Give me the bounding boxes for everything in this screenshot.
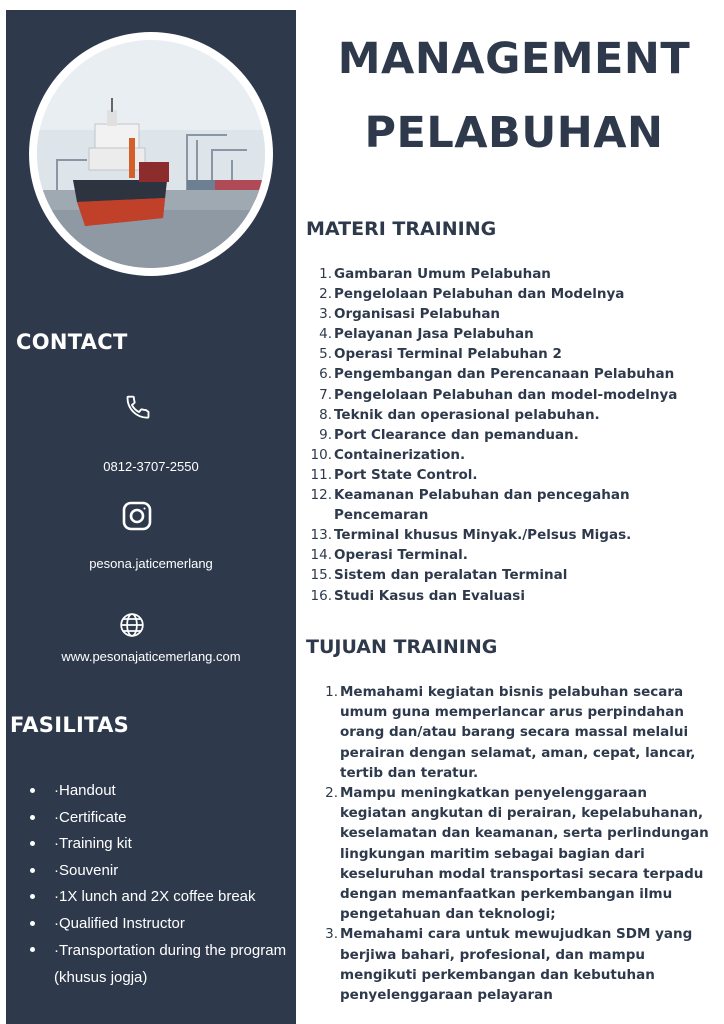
page-title-line1: MANAGEMENT bbox=[337, 34, 691, 84]
list-item: ·Certificate bbox=[28, 805, 288, 832]
list-item: 16. Studi Kasus dan Evaluasi bbox=[310, 587, 525, 604]
list-item: 5. Operasi Terminal Pelabuhan 2 bbox=[319, 346, 562, 363]
page-title-line2: PELABUHAN bbox=[364, 108, 664, 158]
list-item: ·Handout bbox=[28, 778, 288, 805]
website-url[interactable]: www.pesonajaticemerlang.com bbox=[61, 649, 241, 664]
tujuan-list bbox=[306, 682, 710, 1005]
list-item: 2. Mampu meningkatkan penyelenggaraan kegiatan angkutan di perairan, kepelabuhanan, keselamatan dan keamanan, serta perlindungan lingkungan maritim sebagai bagian dari keseluruhan modal transportasi secara terpadu dengan memanfaatkan perkembangan ilmu pengetahuan dan teknologi; bbox=[325, 785, 709, 923]
globe-icon bbox=[119, 612, 145, 642]
list-item: ·Souvenir bbox=[28, 858, 288, 885]
list-item: 13. Terminal khusus Minyak./Pelsus Migas. bbox=[310, 527, 632, 544]
list-item: 2. Pengelolaan Pelabuhan dan Modelnya bbox=[319, 286, 625, 303]
list-item: 7. Pengelolaan Pelabuhan dan model-modelnya bbox=[319, 386, 678, 403]
phone-number[interactable]: 0812-3707-2550 bbox=[103, 459, 199, 474]
list-item: 1. Memahami kegiatan bisnis pelabuhan secara umum guna memperlancar arus perpindahan orang dan/atau barang secara massal melalui perairan dengan selamat, aman, cepat, lancar, tertib dan teratur. bbox=[325, 684, 696, 781]
list-item: 15. Sistem dan peralatan Terminal bbox=[310, 567, 568, 584]
list-item: 14. Operasi Terminal. bbox=[310, 547, 468, 564]
list-item: ·Transportation during the program (khusus jogja) bbox=[28, 937, 288, 991]
tujuan-heading: TUJUAN TRAINING bbox=[306, 636, 498, 658]
contact-heading: CONTACT bbox=[16, 330, 128, 354]
instagram-handle[interactable]: pesona.jaticemerlang bbox=[89, 556, 213, 571]
list-item: 3. Memahami cara untuk mewujudkan SDM yang berjiwa bahari, profesional, dan mampu mengikuti perkembangan dan kebutuhan penyelenggaraan pelayaran bbox=[325, 926, 693, 1004]
cargo-ship-photo bbox=[37, 40, 265, 268]
materi-heading: MATERI TRAINING bbox=[306, 218, 497, 240]
list-item: 8. Teknik dan operasional pelabuhan. bbox=[319, 406, 600, 423]
list-item: 1. Gambaran Umum Pelabuhan bbox=[319, 266, 551, 282]
phone-icon bbox=[124, 392, 152, 424]
list-item: 10. Containerization. bbox=[310, 446, 466, 463]
materi-list bbox=[306, 264, 720, 606]
fasilitas-list bbox=[28, 778, 288, 991]
list-item: ·1X lunch and 2X coffee break bbox=[28, 884, 288, 911]
list-item: ·Training kit bbox=[28, 831, 288, 858]
photo-frame bbox=[29, 32, 273, 276]
list-item: 11. Port State Control. bbox=[310, 466, 478, 483]
list-item: 6. Pengembangan dan Perencanaan Pelabuhan bbox=[319, 366, 675, 383]
fasilitas-heading: FASILITAS bbox=[10, 713, 130, 737]
list-item: 9. Port Clearance dan pemanduan. bbox=[319, 426, 579, 443]
instagram-icon bbox=[121, 500, 153, 536]
list-item: ·Qualified Instructor bbox=[28, 911, 288, 938]
list-item: 12. Keamanan Pelabuhan dan pencegahan Pencemaran bbox=[310, 487, 630, 524]
sidebar bbox=[6, 10, 296, 1024]
list-item: 3. Organisasi Pelabuhan bbox=[319, 306, 501, 323]
list-item: 4. Pelayanan Jasa Pelabuhan bbox=[319, 326, 534, 343]
